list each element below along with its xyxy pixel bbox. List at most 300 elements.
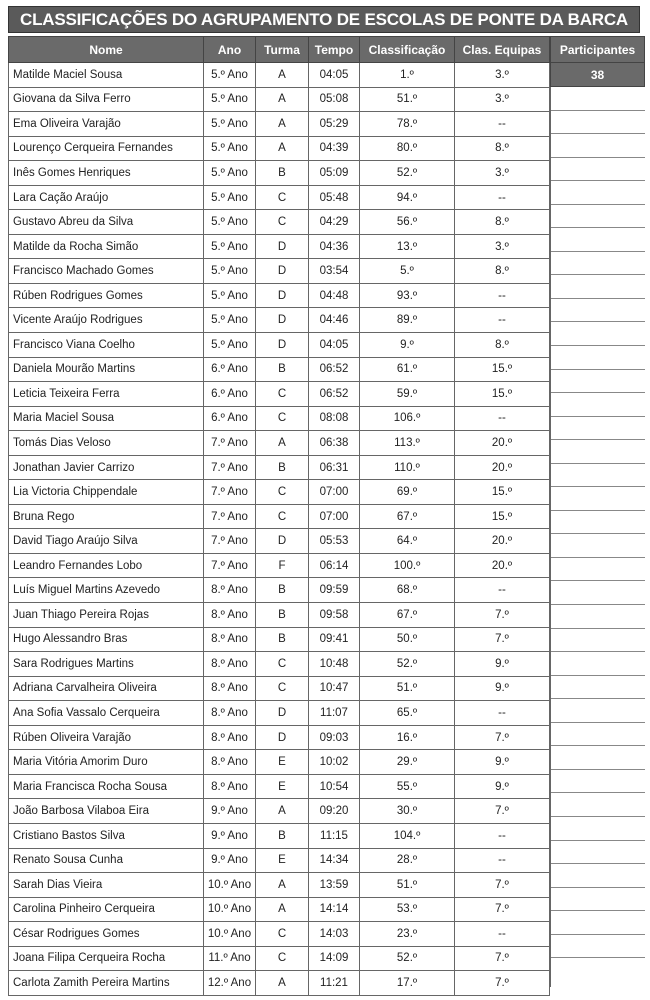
table-row [9, 87, 550, 112]
cell-clas-equipas: 9.º [455, 676, 550, 701]
cell-ano: 6.º Ano [204, 382, 256, 407]
cell-classificacao: 28.º [360, 848, 455, 873]
participants-row-line [551, 370, 645, 394]
cell-nome: Carlota Zamith Pereira Martins [9, 971, 204, 996]
cell-ano: 5.º Ano [204, 234, 256, 259]
cell-tempo: 05:08 [309, 87, 360, 112]
cell-clas-equipas: -- [455, 823, 550, 848]
cell-ano: 7.º Ano [204, 529, 256, 554]
cell-nome: Inês Gomes Henriques [9, 161, 204, 186]
cell-classificacao: 52.º [360, 946, 455, 971]
cell-tempo: 11:07 [309, 701, 360, 726]
cell-clas-equipas: -- [455, 848, 550, 873]
cell-classificacao: 30.º [360, 799, 455, 824]
cell-classificacao: 61.º [360, 357, 455, 382]
participants-row-line [551, 393, 645, 417]
cell-nome: Bruna Rego [9, 504, 204, 529]
cell-ano: 8.º Ano [204, 725, 256, 750]
header-clas-equipas: Clas. Equipas [455, 37, 550, 63]
table-row [9, 946, 550, 971]
table-row [9, 799, 550, 824]
cell-classificacao: 67.º [360, 603, 455, 628]
cell-turma: C [256, 185, 309, 210]
participants-row-line [551, 417, 645, 441]
table-row [9, 308, 550, 333]
cell-clas-equipas: -- [455, 922, 550, 947]
cell-ano: 5.º Ano [204, 87, 256, 112]
cell-tempo: 08:08 [309, 406, 360, 431]
cell-classificacao: 23.º [360, 922, 455, 947]
table-row [9, 750, 550, 775]
cell-tempo: 06:14 [309, 553, 360, 578]
cell-turma: A [256, 63, 309, 88]
cell-classificacao: 68.º [360, 578, 455, 603]
table-row [9, 259, 550, 284]
cell-turma: D [256, 529, 309, 554]
cell-clas-equipas: -- [455, 308, 550, 333]
cell-ano: 8.º Ano [204, 652, 256, 677]
cell-turma: C [256, 480, 309, 505]
table-row [9, 161, 550, 186]
header-turma: Turma [256, 37, 309, 63]
cell-clas-equipas: -- [455, 578, 550, 603]
cell-nome: Francisco Viana Coelho [9, 333, 204, 358]
cell-classificacao: 80.º [360, 136, 455, 161]
cell-ano: 7.º Ano [204, 455, 256, 480]
cell-clas-equipas: 20.º [455, 431, 550, 456]
participants-row-line [551, 87, 645, 111]
cell-nome: Leticia Teixeira Ferra [9, 382, 204, 407]
participants-row-line [551, 864, 645, 888]
cell-ano: 9.º Ano [204, 848, 256, 873]
cell-tempo: 13:59 [309, 873, 360, 898]
participants-row-line [551, 888, 645, 912]
table-row [9, 603, 550, 628]
table-row [9, 333, 550, 358]
cell-tempo: 06:38 [309, 431, 360, 456]
cell-turma: D [256, 725, 309, 750]
cell-turma: D [256, 259, 309, 284]
cell-clas-equipas: 8.º [455, 333, 550, 358]
table-row [9, 774, 550, 799]
cell-nome: Maria Maciel Sousa [9, 406, 204, 431]
participants-row-line [551, 487, 645, 511]
cell-ano: 8.º Ano [204, 676, 256, 701]
table-header-row [9, 37, 550, 63]
cell-nome: Lara Cação Araújo [9, 185, 204, 210]
table-row [9, 676, 550, 701]
table-row [9, 283, 550, 308]
cell-clas-equipas: -- [455, 185, 550, 210]
participants-row-line [551, 158, 645, 182]
cell-turma: B [256, 455, 309, 480]
cell-nome: Sara Rodrigues Martins [9, 652, 204, 677]
table-row [9, 455, 550, 480]
cell-ano: 5.º Ano [204, 63, 256, 88]
cell-tempo: 04:46 [309, 308, 360, 333]
cell-classificacao: 69.º [360, 480, 455, 505]
cell-tempo: 04:05 [309, 333, 360, 358]
cell-turma: F [256, 553, 309, 578]
cell-nome: Daniela Mourão Martins [9, 357, 204, 382]
cell-clas-equipas: -- [455, 283, 550, 308]
cell-turma: B [256, 357, 309, 382]
cell-tempo: 07:00 [309, 480, 360, 505]
cell-ano: 7.º Ano [204, 480, 256, 505]
cell-classificacao: 64.º [360, 529, 455, 554]
table-row [9, 406, 550, 431]
cell-clas-equipas: 15.º [455, 504, 550, 529]
cell-nome: Renato Sousa Cunha [9, 848, 204, 873]
cell-clas-equipas: 20.º [455, 553, 550, 578]
cell-tempo: 14:14 [309, 897, 360, 922]
cell-ano: 7.º Ano [204, 553, 256, 578]
participants-count: 38 [550, 63, 645, 87]
table-row [9, 185, 550, 210]
participants-row-line [551, 935, 645, 959]
cell-ano: 6.º Ano [204, 406, 256, 431]
cell-ano: 6.º Ano [204, 357, 256, 382]
cell-ano: 5.º Ano [204, 259, 256, 284]
participants-row-line [551, 275, 645, 299]
cell-classificacao: 52.º [360, 161, 455, 186]
cell-classificacao: 106.º [360, 406, 455, 431]
cell-classificacao: 50.º [360, 627, 455, 652]
participants-row-line [551, 723, 645, 747]
cell-nome: Ana Sofia Vassalo Cerqueira [9, 701, 204, 726]
participants-row-line [551, 676, 645, 700]
cell-ano: 8.º Ano [204, 578, 256, 603]
cell-clas-equipas: 9.º [455, 652, 550, 677]
participants-row-line [551, 134, 645, 158]
cell-clas-equipas: 15.º [455, 382, 550, 407]
cell-tempo: 05:29 [309, 112, 360, 137]
cell-turma: A [256, 112, 309, 137]
cell-clas-equipas: 7.º [455, 725, 550, 750]
cell-tempo: 06:52 [309, 357, 360, 382]
cell-classificacao: 104.º [360, 823, 455, 848]
participants-row-line [551, 558, 645, 582]
header-classificacao: Classificação [360, 37, 455, 63]
cell-tempo: 10:02 [309, 750, 360, 775]
cell-classificacao: 1.º [360, 63, 455, 88]
table-row [9, 701, 550, 726]
cell-classificacao: 51.º [360, 676, 455, 701]
cell-ano: 9.º Ano [204, 799, 256, 824]
cell-clas-equipas: 3.º [455, 87, 550, 112]
cell-classificacao: 89.º [360, 308, 455, 333]
cell-turma: B [256, 823, 309, 848]
cell-turma: B [256, 603, 309, 628]
cell-ano: 8.º Ano [204, 627, 256, 652]
cell-nome: Juan Thiago Pereira Rojas [9, 603, 204, 628]
header-ano: Ano [204, 37, 256, 63]
cell-tempo: 04:05 [309, 63, 360, 88]
cell-turma: C [256, 504, 309, 529]
cell-nome: Adriana Carvalheira Oliveira [9, 676, 204, 701]
cell-turma: D [256, 333, 309, 358]
table-row [9, 357, 550, 382]
cell-turma: D [256, 234, 309, 259]
cell-clas-equipas: 20.º [455, 455, 550, 480]
cell-turma: B [256, 578, 309, 603]
participants-row-line [551, 228, 645, 252]
participants-row-line [551, 629, 645, 653]
cell-turma: D [256, 701, 309, 726]
cell-ano: 8.º Ano [204, 701, 256, 726]
header-nome: Nome [9, 37, 204, 63]
cell-tempo: 09:41 [309, 627, 360, 652]
participants-row-line [551, 181, 645, 205]
cell-clas-equipas: -- [455, 112, 550, 137]
cell-clas-equipas: 8.º [455, 259, 550, 284]
cell-clas-equipas: 7.º [455, 799, 550, 824]
page-title: CLASSIFICAÇÕES DO AGRUPAMENTO DE ESCOLAS DE PONTE DA BARCA [8, 6, 640, 33]
participants-row-line [551, 464, 645, 488]
participants-row-line [551, 911, 645, 935]
cell-tempo: 05:09 [309, 161, 360, 186]
cell-tempo: 09:58 [309, 603, 360, 628]
cell-tempo: 10:48 [309, 652, 360, 677]
cell-nome: Matilde da Rocha Simão [9, 234, 204, 259]
cell-nome: Jonathan Javier Carrizo [9, 455, 204, 480]
cell-classificacao: 59.º [360, 382, 455, 407]
cell-ano: 10.º Ano [204, 897, 256, 922]
cell-nome: Cristiano Bastos Silva [9, 823, 204, 848]
cell-nome: Maria Francisca Rocha Sousa [9, 774, 204, 799]
participants-row-line [551, 793, 645, 817]
cell-tempo: 09:03 [309, 725, 360, 750]
participants-panel [550, 36, 645, 87]
cell-ano: 7.º Ano [204, 431, 256, 456]
table-row [9, 823, 550, 848]
cell-clas-equipas: 3.º [455, 234, 550, 259]
participants-row-line [551, 440, 645, 464]
table-row [9, 112, 550, 137]
cell-nome: Hugo Alessandro Bras [9, 627, 204, 652]
table-row [9, 627, 550, 652]
cell-ano: 7.º Ano [204, 504, 256, 529]
cell-tempo: 14:03 [309, 922, 360, 947]
cell-ano: 5.º Ano [204, 210, 256, 235]
cell-nome: Francisco Machado Gomes [9, 259, 204, 284]
cell-classificacao: 55.º [360, 774, 455, 799]
participants-row-line [551, 252, 645, 276]
cell-turma: A [256, 136, 309, 161]
participants-column-lines [550, 87, 645, 987]
cell-classificacao: 13.º [360, 234, 455, 259]
table-row [9, 971, 550, 996]
cell-classificacao: 29.º [360, 750, 455, 775]
participants-row-line [551, 581, 645, 605]
table-row [9, 210, 550, 235]
cell-tempo: 11:15 [309, 823, 360, 848]
cell-classificacao: 67.º [360, 504, 455, 529]
participants-row-line [551, 605, 645, 629]
cell-nome: Lourenço Cerqueira Fernandes [9, 136, 204, 161]
cell-ano: 8.º Ano [204, 774, 256, 799]
cell-classificacao: 110.º [360, 455, 455, 480]
cell-ano: 12.º Ano [204, 971, 256, 996]
table-row [9, 553, 550, 578]
participants-row-line [551, 534, 645, 558]
cell-clas-equipas: -- [455, 701, 550, 726]
participants-row-line [551, 652, 645, 676]
participants-row-line [551, 299, 645, 323]
cell-tempo: 05:53 [309, 529, 360, 554]
participants-row-line [551, 205, 645, 229]
cell-nome: Carolina Pinheiro Cerqueira [9, 897, 204, 922]
header-tempo: Tempo [309, 37, 360, 63]
cell-tempo: 10:54 [309, 774, 360, 799]
cell-nome: Sarah Dias Vieira [9, 873, 204, 898]
cell-nome: Rúben Rodrigues Gomes [9, 283, 204, 308]
cell-clas-equipas: 3.º [455, 63, 550, 88]
cell-nome: César Rodrigues Gomes [9, 922, 204, 947]
cell-turma: A [256, 431, 309, 456]
cell-nome: Leandro Fernandes Lobo [9, 553, 204, 578]
cell-tempo: 06:52 [309, 382, 360, 407]
cell-clas-equipas: 7.º [455, 627, 550, 652]
cell-ano: 5.º Ano [204, 333, 256, 358]
table-row [9, 848, 550, 873]
cell-turma: E [256, 750, 309, 775]
cell-ano: 5.º Ano [204, 161, 256, 186]
table-row [9, 136, 550, 161]
cell-nome: Luís Miguel Martins Azevedo [9, 578, 204, 603]
cell-classificacao: 51.º [360, 87, 455, 112]
cell-turma: C [256, 946, 309, 971]
cell-clas-equipas: 15.º [455, 357, 550, 382]
participants-row-line [551, 111, 645, 135]
cell-classificacao: 113.º [360, 431, 455, 456]
cell-turma: A [256, 971, 309, 996]
cell-classificacao: 53.º [360, 897, 455, 922]
cell-turma: A [256, 799, 309, 824]
cell-nome: Lia Victoria Chippendale [9, 480, 204, 505]
table-row [9, 382, 550, 407]
cell-tempo: 10:47 [309, 676, 360, 701]
cell-ano: 5.º Ano [204, 136, 256, 161]
cell-classificacao: 17.º [360, 971, 455, 996]
cell-classificacao: 16.º [360, 725, 455, 750]
cell-turma: C [256, 676, 309, 701]
cell-turma: B [256, 627, 309, 652]
cell-turma: E [256, 774, 309, 799]
cell-tempo: 09:20 [309, 799, 360, 824]
participants-row-line [551, 770, 645, 794]
cell-nome: Maria Vitória Amorim Duro [9, 750, 204, 775]
cell-turma: C [256, 406, 309, 431]
cell-clas-equipas: 7.º [455, 971, 550, 996]
cell-turma: A [256, 897, 309, 922]
participants-row-line [551, 817, 645, 841]
table-row [9, 897, 550, 922]
cell-nome: Rúben Oliveira Varajão [9, 725, 204, 750]
cell-clas-equipas: 7.º [455, 897, 550, 922]
participants-row-line [551, 841, 645, 865]
cell-ano: 5.º Ano [204, 185, 256, 210]
cell-turma: C [256, 922, 309, 947]
cell-classificacao: 5.º [360, 259, 455, 284]
cell-turma: A [256, 873, 309, 898]
cell-ano: 5.º Ano [204, 283, 256, 308]
cell-nome: Giovana da Silva Ferro [9, 87, 204, 112]
cell-clas-equipas: 3.º [455, 161, 550, 186]
classifications-table [8, 36, 550, 996]
table-row [9, 431, 550, 456]
table-row [9, 504, 550, 529]
cell-classificacao: 94.º [360, 185, 455, 210]
cell-clas-equipas: 20.º [455, 529, 550, 554]
cell-tempo: 11:21 [309, 971, 360, 996]
cell-ano: 8.º Ano [204, 750, 256, 775]
cell-classificacao: 78.º [360, 112, 455, 137]
cell-clas-equipas: 9.º [455, 750, 550, 775]
cell-tempo: 04:39 [309, 136, 360, 161]
cell-clas-equipas: -- [455, 406, 550, 431]
cell-turma: A [256, 87, 309, 112]
cell-tempo: 03:54 [309, 259, 360, 284]
cell-ano: 11.º Ano [204, 946, 256, 971]
cell-turma: D [256, 308, 309, 333]
cell-clas-equipas: 7.º [455, 873, 550, 898]
cell-classificacao: 93.º [360, 283, 455, 308]
header-participantes: Participantes [550, 36, 645, 63]
cell-tempo: 04:48 [309, 283, 360, 308]
cell-classificacao: 56.º [360, 210, 455, 235]
table-row [9, 63, 550, 88]
cell-nome: David Tiago Araújo Silva [9, 529, 204, 554]
cell-ano: 9.º Ano [204, 823, 256, 848]
cell-clas-equipas: 8.º [455, 136, 550, 161]
cell-tempo: 14:09 [309, 946, 360, 971]
cell-classificacao: 9.º [360, 333, 455, 358]
cell-classificacao: 65.º [360, 701, 455, 726]
cell-turma: D [256, 283, 309, 308]
participants-row-line [551, 699, 645, 723]
cell-ano: 5.º Ano [204, 308, 256, 333]
table-row [9, 873, 550, 898]
cell-turma: C [256, 652, 309, 677]
cell-nome: Ema Oliveira Varajão [9, 112, 204, 137]
cell-tempo: 07:00 [309, 504, 360, 529]
table-row [9, 578, 550, 603]
cell-clas-equipas: 9.º [455, 774, 550, 799]
cell-ano: 5.º Ano [204, 112, 256, 137]
cell-clas-equipas: 8.º [455, 210, 550, 235]
cell-tempo: 05:48 [309, 185, 360, 210]
participants-row-line [551, 322, 645, 346]
cell-nome: João Barbosa Vilaboa Eira [9, 799, 204, 824]
table-row [9, 234, 550, 259]
cell-nome: Matilde Maciel Sousa [9, 63, 204, 88]
table-row [9, 480, 550, 505]
cell-turma: C [256, 382, 309, 407]
cell-nome: Tomás Dias Veloso [9, 431, 204, 456]
table-row [9, 922, 550, 947]
cell-turma: C [256, 210, 309, 235]
cell-nome: Vicente Araújo Rodrigues [9, 308, 204, 333]
cell-turma: E [256, 848, 309, 873]
cell-classificacao: 100.º [360, 553, 455, 578]
cell-ano: 8.º Ano [204, 603, 256, 628]
cell-tempo: 14:34 [309, 848, 360, 873]
cell-tempo: 06:31 [309, 455, 360, 480]
cell-clas-equipas: 7.º [455, 603, 550, 628]
cell-clas-equipas: 7.º [455, 946, 550, 971]
cell-ano: 10.º Ano [204, 873, 256, 898]
